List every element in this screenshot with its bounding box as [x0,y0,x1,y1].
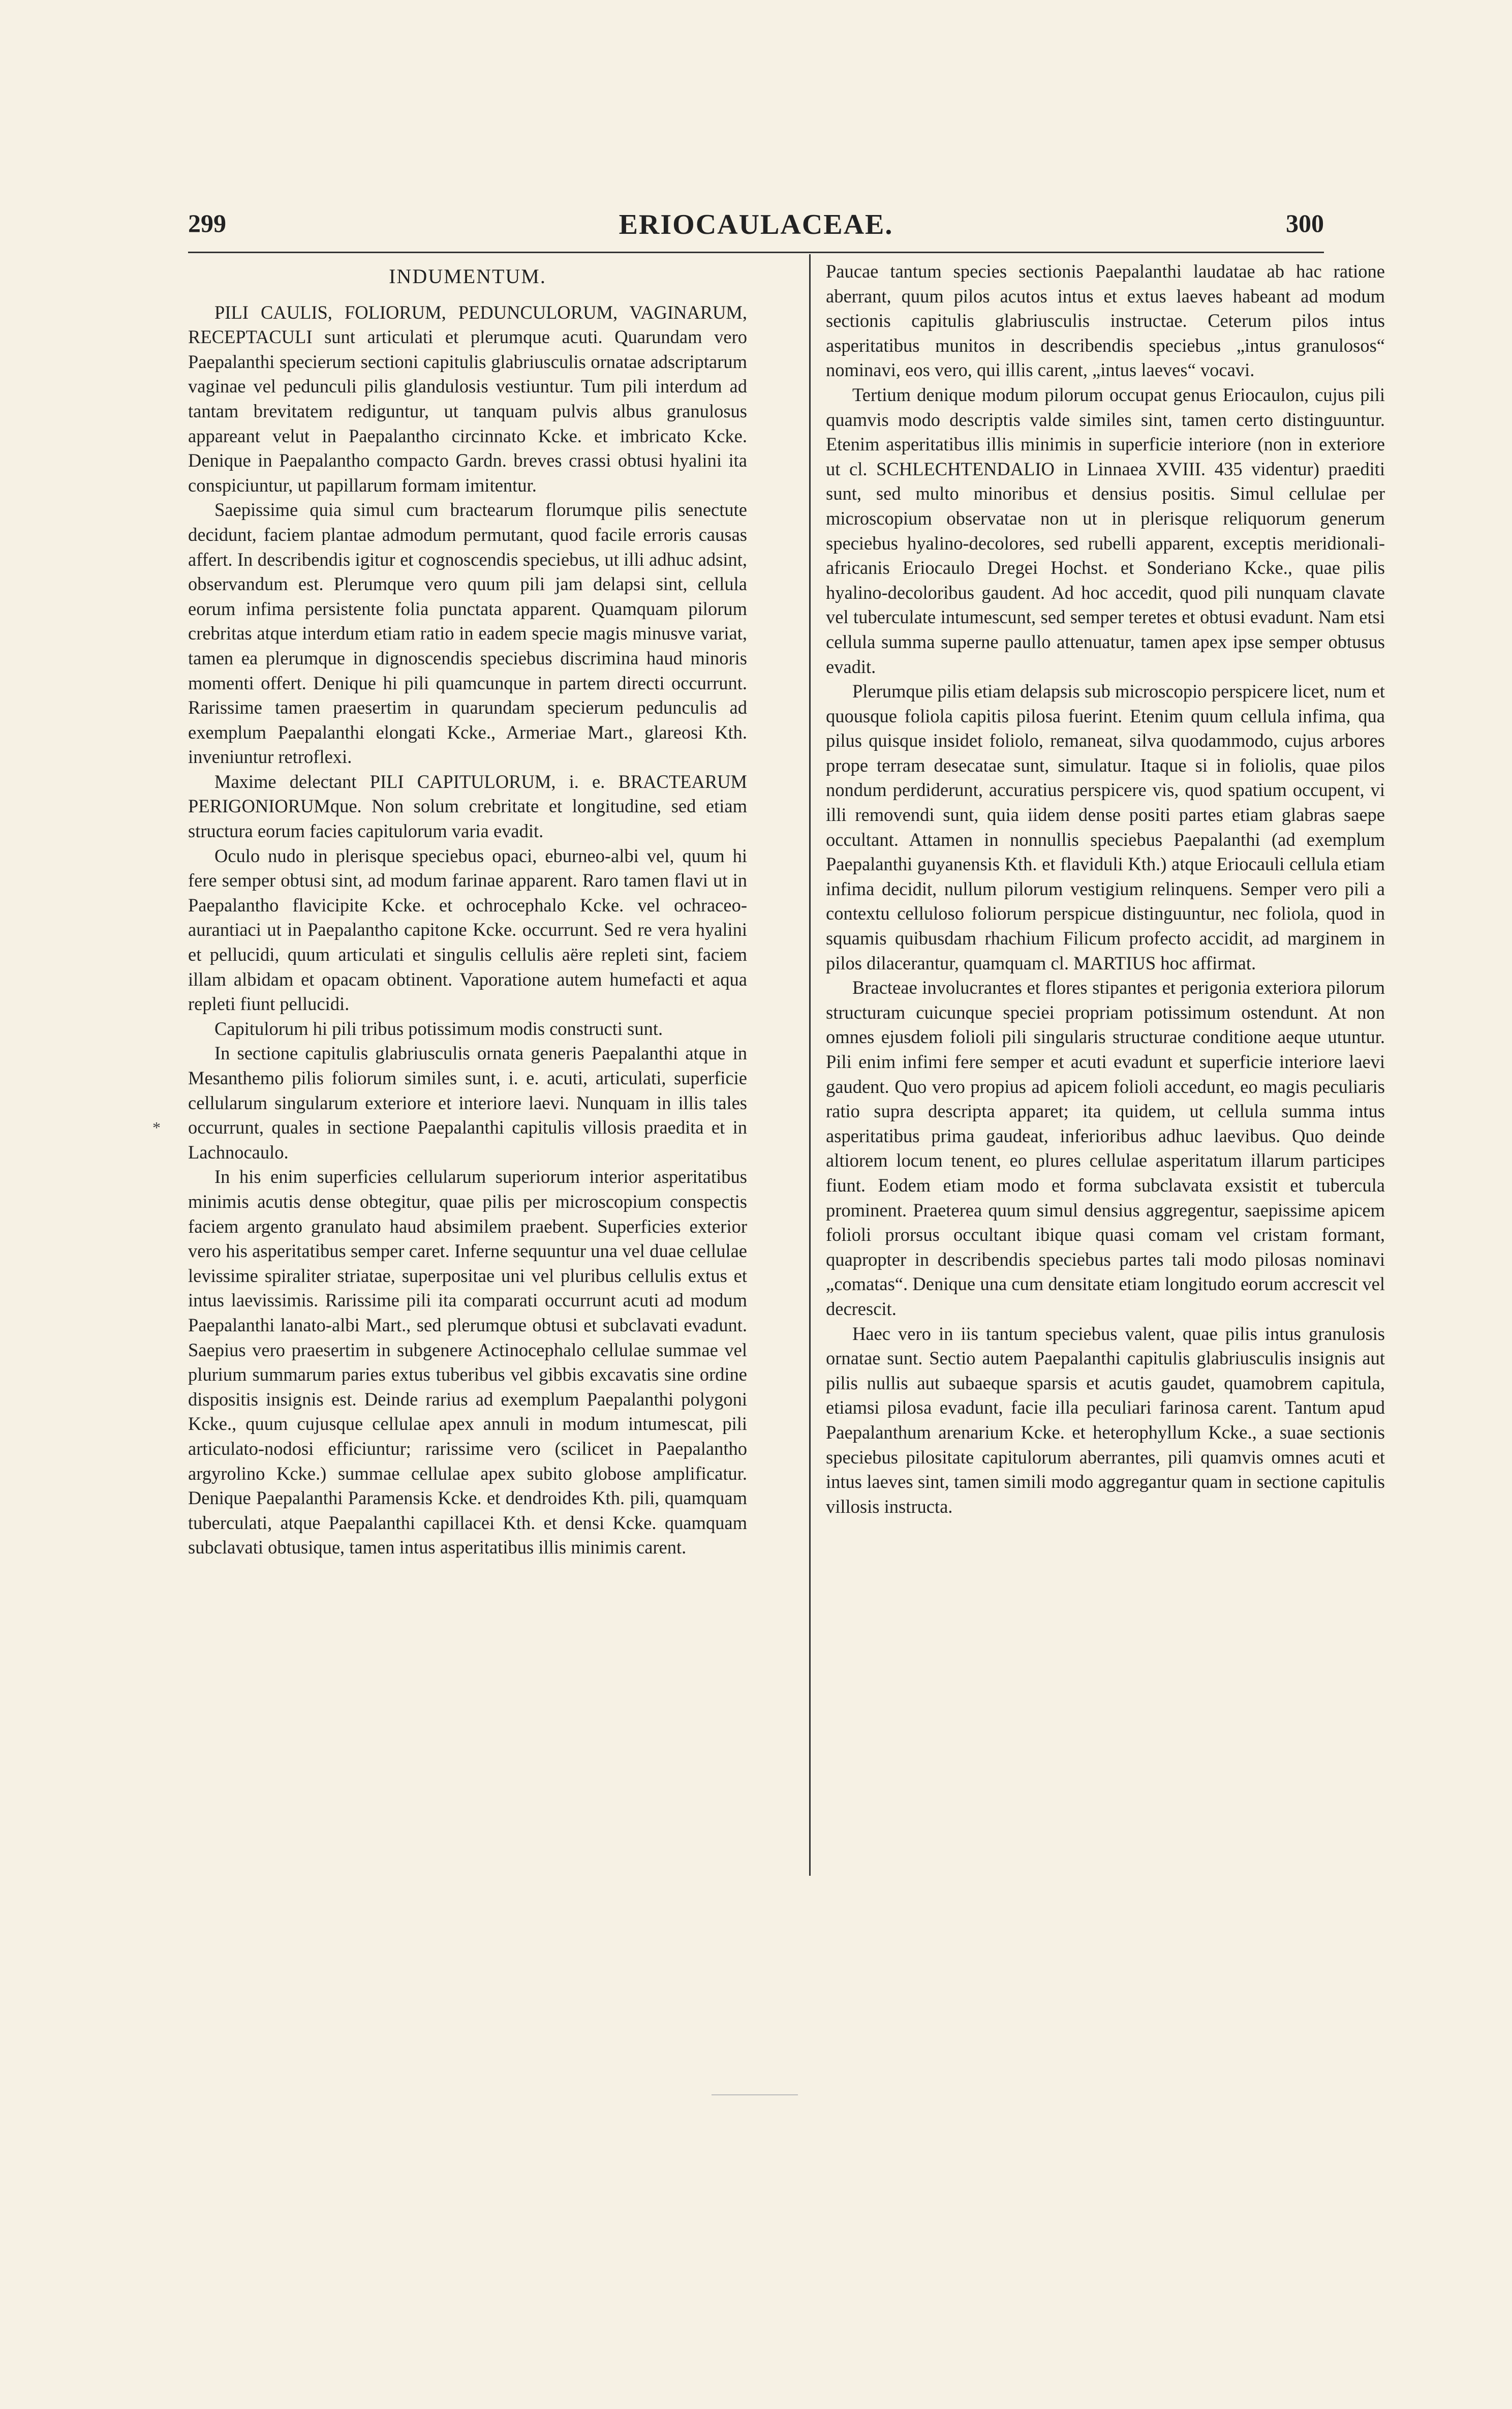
page-number-left: 299 [188,209,226,237]
left-column [188,259,747,1560]
column-divider [809,254,811,1876]
paragraph: Tertium denique modum pilorum occupat genus Eriocaulon, cujus pili quamvis modo descriptis valde similes sint, tamen certo distinguuntur. Etenim asperitatibus illis minimis in superficie interiore (non in exteriore ut cl. SCHLECHTENDALIO in Linnaea XVIII. 435 videntur) praediti sunt, sed multo minoribus et densius positis. Simul cellulae per microscopium observatae non ut in plerisque reliquorum generum speciebus hyalino-decolores, sed rubelli apparent, exceptis meridionali-africanis Eriocaulo Dregei Hochst. et Sonderiano Kcke., quae pilis hyalino-decoloribus gaudent. Ad hoc accedit, quod pili nunquam clavate vel tuberculate intumescunt, sed semper teretes et obtusi evadunt. Nam etsi cellula summa superne paullo attenuatur, tamen apex ipse semper obtusus evadit. [826,384,1385,677]
header-rule [188,252,1324,253]
paragraph: Plerumque pilis etiam delapsis sub microscopio perspicere licet, num et quousque foliola capitis pilosa fuerint. Etenim quum cellula infima, qua pilus quisque insidet foliolo, remaneat, silva quodammodo, cujus arbores prope terram desecatae sunt, simulatur. Itaque si in foliolis, quae pilos nondum perdiderunt, accuratius perspicere vis, quod spatium occupent, vi illi removendi sunt, quia iidem dense positi partes etiam glabras saepe occultant. Attamen in nonnullis speciebus Paepalanthi (ad exemplum Paepalanthi guyanensis Kth. et flaviduli Kth.) atque Eriocauli cellula etiam infima decidit, nullum pilorum vestigium relinquens. Semper vero pili a contextu celluloso foliorum perspicue distinguuntur, nec foliola, quod in squamis quibusdam rhachium Filicum profecto accidit, ad marginem in pilos dilacerantur, quamquam cl. MARTIUS hoc affirmat. [826,681,1385,973]
running-title: ERIOCAULACEAE. [619,209,893,240]
margin-mark: * [152,1118,161,1137]
running-header [188,203,1324,244]
paragraph: Capitulorum hi pili tribus potissimum modis constructi sunt. [214,1018,663,1039]
paragraph: Haec vero in iis tantum speciebus valent, quae pilis intus granulosis ornatae sunt. Sectio autem Paepalanthi capitulis glabriusculis insignis aut pilis nullis aut subaeque sparsis et acutis gaudet, quamobrem capitula, etiamsi pilosa evadunt, facie illa peculiari farinosa carent. Tantum apud Paepalanthum arenarium Kcke. et heterophyllum Kcke., a suae sectionis speciebus pilositate capitulorum aberrantes, pili quamvis omnes acuti et intus laeves sint, tamen simili modo aggregantur quam in sectione capitulis villosis instructa. [826,1323,1385,1517]
section-heading: INDUMENTUM. [389,265,546,288]
paragraph: Saepissime quia simul cum bractearum florumque pilis senectute decidunt, faciem plantae admodum permutant, quod facile erroris causas affert. In describendis igitur et cognoscendis speciebus, ut illi adhuc adsint, observandum est. Plerumque vero quum pili jam delapsi sint, cellula eorum infima persistente folia punctata apparent. Quamquam pilorum crebritas atque interdum etiam ratio in eadem specie magis minusve variat, tamen ea plerumque in dignoscendis speciebus discrimina haud minoris momenti offert. Denique hi pili quamcunque in partem directi occurrunt. Rarissime tamen praesertim in quarundam specierum pedunculis ad exemplum Paepalanthi elongati Kcke., Armeriae Mart., glareosi Kth. inveniuntur retroflexi. [188,499,747,768]
page-number-right: 300 [1286,209,1324,237]
paragraph: Maxime delectant PILI CAPITULORUM, i. e. BRACTEARUM PERIGONIORUMque. Non solum crebritate et longitudine, sed etiam structura eorum facies capitulorum varia evadit. [188,771,747,842]
paragraph: In his enim superficies cellularum superiorum interior asperitatibus minimis acutis dense obtegitur, quae pilis per microscopium conspectis faciem argento granulato haud absimilem praebent. Superficies exterior vero his asperitatibus semper caret. Inferne sequuntur una vel duae cellulae levissime spiraliter striatae, superpositae uni vel pluribus cellulis extus et intus laevissimis. Rarissime pili ita comparati occurrunt acuti ad modum Paepalanthi lanato-albi Mart., sed plerumque obtusi et subclavati evadunt. Saepius vero praesertim in subgenere Actinocephalo cellulae summae vel plurium summarum paries extus tuberibus vel gibbis excavatis sine ordine dispositis insignis est. Deinde rarius ad exemplum Paepalanthi polygoni Kcke., quum cujusque cellulae apex annuli in modum intumescat, pili articulato-nodosi efficiuntur; rarissime vero (scilicet in Paepalantho argyrolino Kcke.) summae cellulae apex subito globose amplificatur. Denique Paepalanthi Paramensis Kcke. et dendroides Kth. pili, quamquam tuberculati, atque Paepalanthi capillacei Kth. et densi Kcke. quamquam subclavati obtusique, tamen intus asperitatibus illis minimis carent. [188,1166,747,1558]
bottom-mark [712,2094,798,2095]
paragraph: Paucae tantum species sectionis Paepalanthi laudatae ab hac ratione aberrant, quum pilos acutos intus et extus laeves habeant ad modum sectionis capitulis glabriusculis instructae. Ceterum pilos intus asperitatibus munitos in describendis speciebus „intus granulosos“ nominavi, eos vero, qui illis carent, „intus laeves“ vocavi. [826,261,1385,381]
paragraph: In sectione capitulis glabriusculis ornata generis Paepalanthi atque in Mesanthemo pilis foliorum similes sunt, i. e. acuti, articulati, superficie cellularum singularum exteriore et interiore laevi. Nunquam in illis tales occurrunt, quales in sectione Paepalanthi capitulis villosis praedita et in Lachnocaulo. [188,1043,747,1163]
paragraph: PILI CAULIS, FOLIORUM, PEDUNCULORUM, VAGINARUM, RECEPTACULI sunt articulati et plerumque acuti. Quarundam vero Paepalanthi specierum sectioni capitulis glabriusculis ornatae adscriptarum vaginae vel pedunculi pilis glandulosis vestiuntur. Tum pili interdum ad tantam brevitatem rediguntur, ut tanquam pulvis albus granulosus appareant velut in Paepalantho circinnato Kcke. et imbricato Kcke. Denique in Paepalantho compacto Gardn. breves crassi obtusi hyalini ita conspiciuntur, ut papillarum formam imitentur. [188,301,747,496]
paragraph: Oculo nudo in plerisque speciebus opaci, eburneo-albi vel, quum hi fere semper obtusi sint, ad modum farinae apparent. Raro tamen flavi ut in Paepalantho flavicipite Kcke. et ochrocephalo Kcke. vel ochraceo-aurantiaci ut in Paepalantho capitone Kcke. occurrunt. Sed re vera hyalini et pellucidi, quum articulati et singulis cellulis aëre repleti sint, faciem illam albidam et opacam obtinent. Vaporatione autem humefacti et aqua repleti fiunt pellucidi. [188,845,747,1015]
paragraph: Bracteae involucrantes et flores stipantes et perigonia exteriora pilorum structuram cuicunque speciei propriam potissimum ostendunt. At non omnes ejusdem folioli pili singularis structurae conditione aeque utuntur. Pili enim infimi fere semper et acuti evadunt et superficie interiore laevi gaudent. Quo vero propius ad apicem folioli accedunt, eo magis peculiaris ratio supra descripta apparet; ita quidem, ut cellula summa intus asperitatibus prima gaudeat, inferioribus adhuc laevibus. Quo deinde altiorem locum tenent, eo plures cellulae asperitatum illarum participes fiunt. Eodem etiam modo et forma subclavata exsistit et tubercula prominent. Praeterea quum simul densius aggregentur, saepissime apicem folioli prorsus occultant ibique quasi comam vel cristam formant, quapropter in describendis speciebus partes tali modo pilosas nominavi „comatas“. Denique una cum densitate etiam longitudo eorum accrescit vel decrescit. [826,977,1385,1319]
right-column [826,259,1385,1519]
